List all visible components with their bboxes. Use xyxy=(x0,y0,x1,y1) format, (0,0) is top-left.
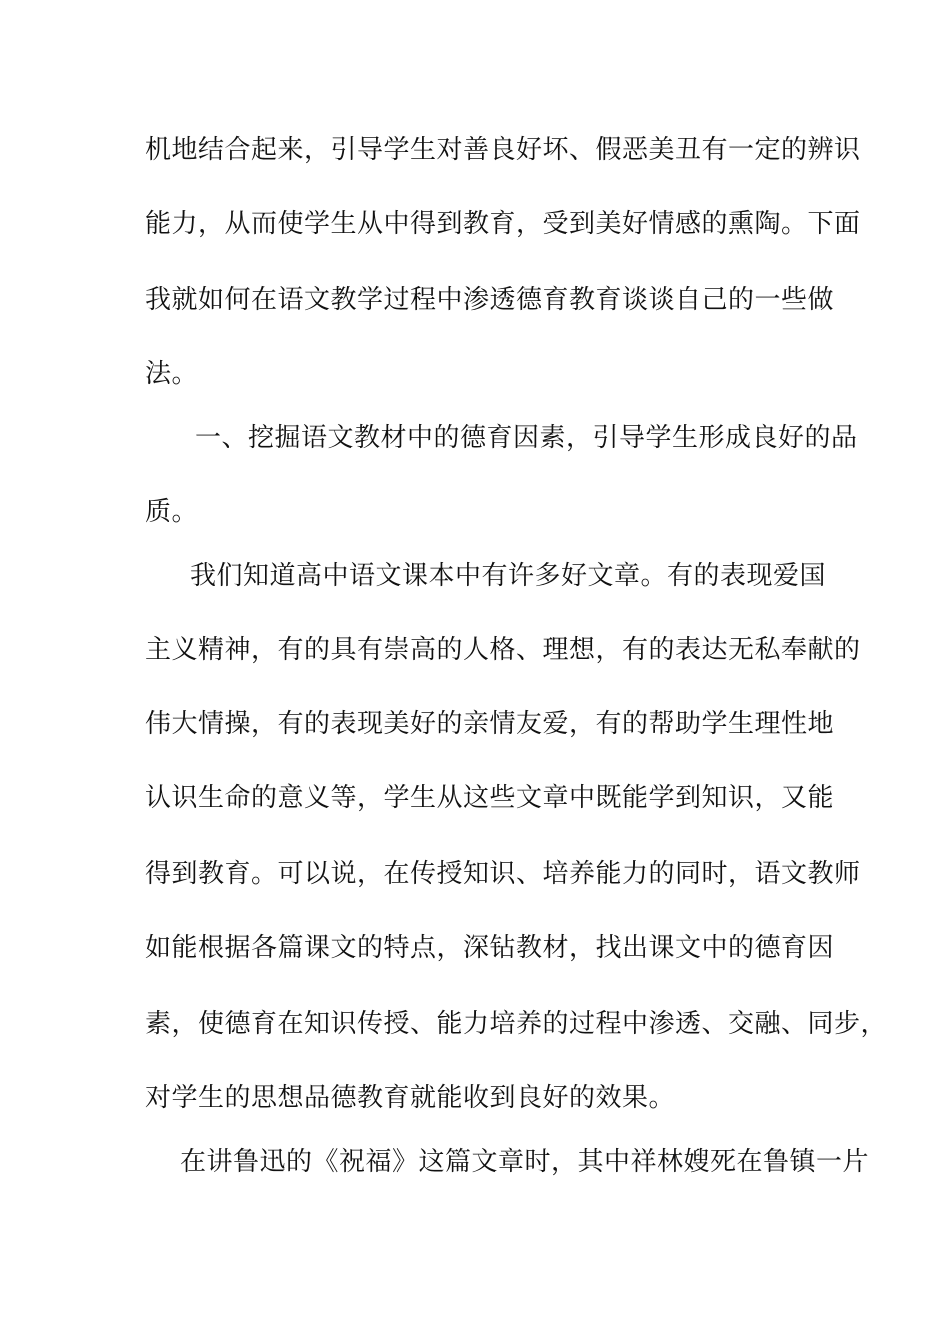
text-line: 得到教育。可以说，在传授知识、培养能力的同时，语文教师 xyxy=(145,859,861,889)
text-line: 素，使德育在知识传授、能力培养的过程中渗透、交融、同步， xyxy=(145,1009,888,1039)
text-line: 我就如何在语文教学过程中渗透德育教育谈谈自己的一些做 xyxy=(145,285,835,315)
text-line: 法。 xyxy=(145,359,199,389)
text-line: 如能根据各篇课文的特点，深钻教材，找出课文中的德育因 xyxy=(145,933,835,963)
paragraph-start-line: 我们知道高中语文课本中有许多好文章。有的表现爱国 xyxy=(190,561,827,591)
text-line: 质。 xyxy=(145,497,199,527)
text-line: 对学生的思想品德教育就能收到良好的效果。 xyxy=(145,1083,676,1113)
text-line: 认识生命的意义等，学生从这些文章中既能学到知识，又能 xyxy=(145,783,835,813)
paragraph-start-line: 在讲鲁迅的《祝福》这篇文章时，其中祥林嫂死在鲁镇一片 xyxy=(180,1147,870,1177)
section-heading: 一、挖掘语文教材中的德育因素，引导学生形成良好的品 xyxy=(195,423,858,453)
text-line: 伟大情操，有的表现美好的亲情友爱，有的帮助学生理性地 xyxy=(145,709,835,739)
text-line: 能力，从而使学生从中得到教育，受到美好情感的熏陶。下面 xyxy=(145,209,861,239)
text-line: 机地结合起来，引导学生对善良好坏、假恶美丑有一定的辨识 xyxy=(145,135,861,165)
text-line: 主义精神，有的具有崇高的人格、理想，有的表达无私奉献的 xyxy=(145,635,861,665)
